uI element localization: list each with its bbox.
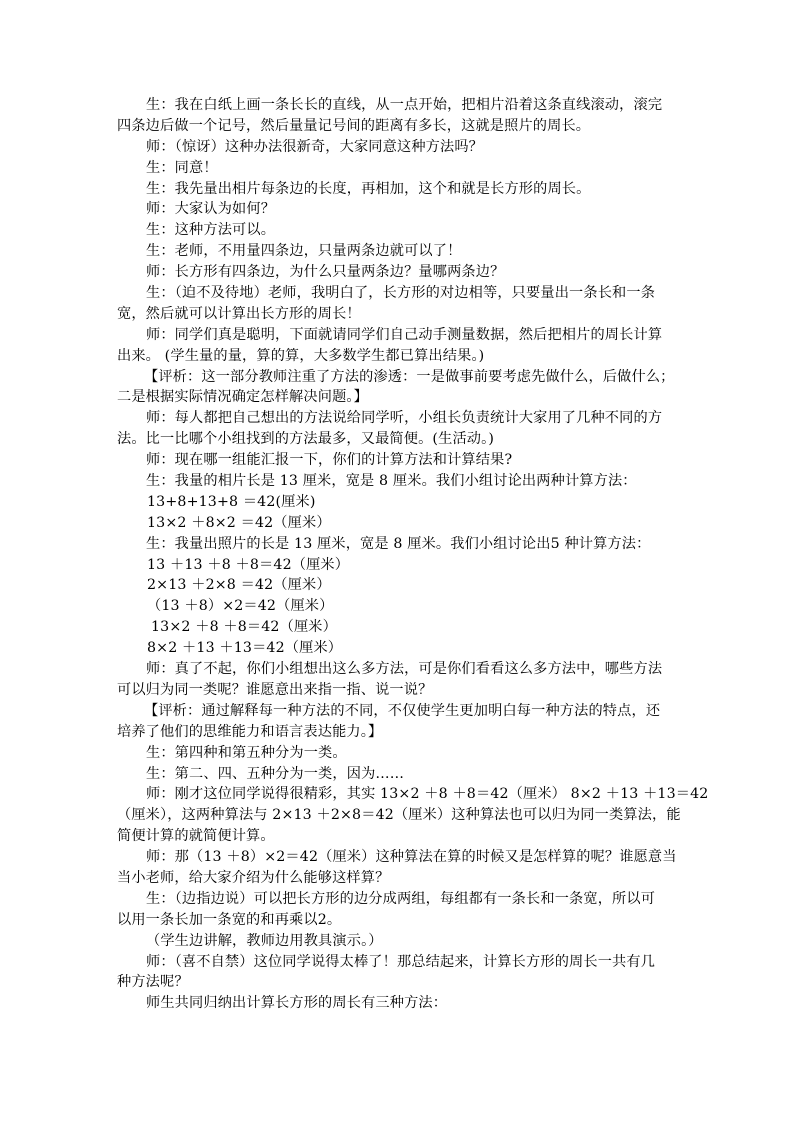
text-line: 13×2 ＋8 ＋8＝42（厘米） xyxy=(151,619,337,636)
text-line: 【评析：通过解释每一种方法的不同，不仅使学生更加明白每一种方法的特点，还 xyxy=(144,702,661,719)
text-line: 师：同学们真是聪明，下面就请同学们自己动手测量数据，然后把相片的周长计算 xyxy=(146,326,663,343)
text-line: 师：（喜不自禁）这位同学说得太棒了！那总结起来，计算长方形的周长一共有几 xyxy=(146,953,656,970)
text-line: 生：第二、四、五种分为一类，因为…… xyxy=(146,765,405,782)
text-line: 生：同意！ xyxy=(146,159,218,176)
text-line: 8×2 ＋13 ＋13＝42（厘米） xyxy=(147,640,343,657)
text-line: 13+8+13+8 ＝42(厘米) xyxy=(147,493,316,510)
text-line: 师：长方形有四条边，为什么只量两条边？量哪两条边？ xyxy=(146,264,505,281)
text-line: 四条边后做一个记号，然后量量记号间的距离有多长，这就是照片的周长。 xyxy=(117,117,591,134)
document-page xyxy=(117,95,709,1014)
text-line: 生：（边指边说）可以把长方形的边分成两组，每组都有一条长和一条宽，所以可 xyxy=(146,890,656,907)
text-line: 以用一条长加一条宽的和再乘以2。 xyxy=(117,911,342,928)
text-line: 师：大家认为如何？ xyxy=(146,201,276,218)
text-line: 生：这种方法可以。 xyxy=(146,222,276,239)
text-line: 当小老师，给大家介绍为什么能够这样算？ xyxy=(117,869,390,886)
text-line: 生：我在白纸上画一条长长的直线，从一点开始，把相片沿着这条直线滚动，滚完 xyxy=(146,97,663,113)
text-line: 生：老师，不用量四条边，只量两条边就可以了！ xyxy=(146,243,462,260)
text-line: 师生共同归纳出计算长方形的周长有三种方法： xyxy=(146,995,448,1012)
text-line: 师：现在哪一组能汇报一下，你们的计算方法和计算结果? xyxy=(146,452,513,469)
text-line: 13×2 ＋8×2 ＝42（厘米） xyxy=(147,514,331,531)
text-line: 二是根据实际情况确定怎样解决问题。】 xyxy=(117,389,368,406)
text-line: 师：（惊讶）这种办法很新奇，大家同意这种方法吗？ xyxy=(146,138,484,155)
text-line: 13 ＋13 ＋8 ＋8＝42（厘米） xyxy=(147,556,350,573)
text-line: 出来。 (学生量的量，算的算，大多数学生都已算出结果。) xyxy=(117,347,485,364)
text-line: （厘米），这两种算法与 2×13 ＋2×8＝42（厘米）这种算法也可以归为同一类算法，能 xyxy=(117,807,681,824)
text-line: 师：那（13 ＋8）×2＝42（厘米）这种算法在算的时候又是怎样算的呢？谁愿意当 xyxy=(146,849,677,866)
text-line: 生：我量的相片长是 13 厘米，宽是 8 厘米。我们小组讨论出两种计算方法： xyxy=(146,473,637,490)
text-line: 种方法呢？ xyxy=(117,974,189,991)
text-line: 简便计算的就简便计算。 xyxy=(117,828,275,845)
text-line: 宽，然后就可以计算出长方形的周长！ xyxy=(117,305,361,322)
text-line: 【评析：这一部分教师注重了方法的渗透：一是做事前要考虑先做什么，后做什么； xyxy=(144,368,675,385)
text-line: 生：（迫不及待地）老师，我明白了，长方形的对边相等，只要量出一条长和一条 xyxy=(146,285,656,302)
text-line: （13 ＋8）×2＝42（厘米） xyxy=(147,598,334,615)
text-line: 培养了他们的思维能力和语言表达能力。】 xyxy=(117,723,383,740)
text-line: 生：我量出照片的长是 13 厘米，宽是 8 厘米。我们小组讨论出5 种计算方法： xyxy=(146,535,651,552)
text-line: （学生边讲解，教师边用教具演示。） xyxy=(146,932,383,949)
text-line: 生：第四种和第五种分为一类。 xyxy=(146,744,347,761)
text-line: 师：每人都把自己想出的方法说给同学听，小组长负责统计大家用了几种不同的方 xyxy=(146,410,663,427)
text-line: 师：刚才这位同学说得很精彩，其实 13×2 ＋8 ＋8＝42（厘米） 8×2 ＋13 ＋13＝42 xyxy=(146,786,709,803)
text-line: 生：我先量出相片每条边的长度，再相加，这个和就是长方形的周长。 xyxy=(146,180,591,197)
text-line: 法。比一比哪个小组找到的方法最多，又最简便。(生活动。) xyxy=(117,431,495,448)
text-line: 2×13 ＋2×8 ＝42（厘米） xyxy=(147,577,331,594)
text-line: 可以归为同一类呢？谁愿意出来指一指、说一说？ xyxy=(117,681,433,698)
text-line: 师：真了不起，你们小组想出这么多方法，可是你们看看这么多方法中，哪些方法 xyxy=(146,661,663,678)
